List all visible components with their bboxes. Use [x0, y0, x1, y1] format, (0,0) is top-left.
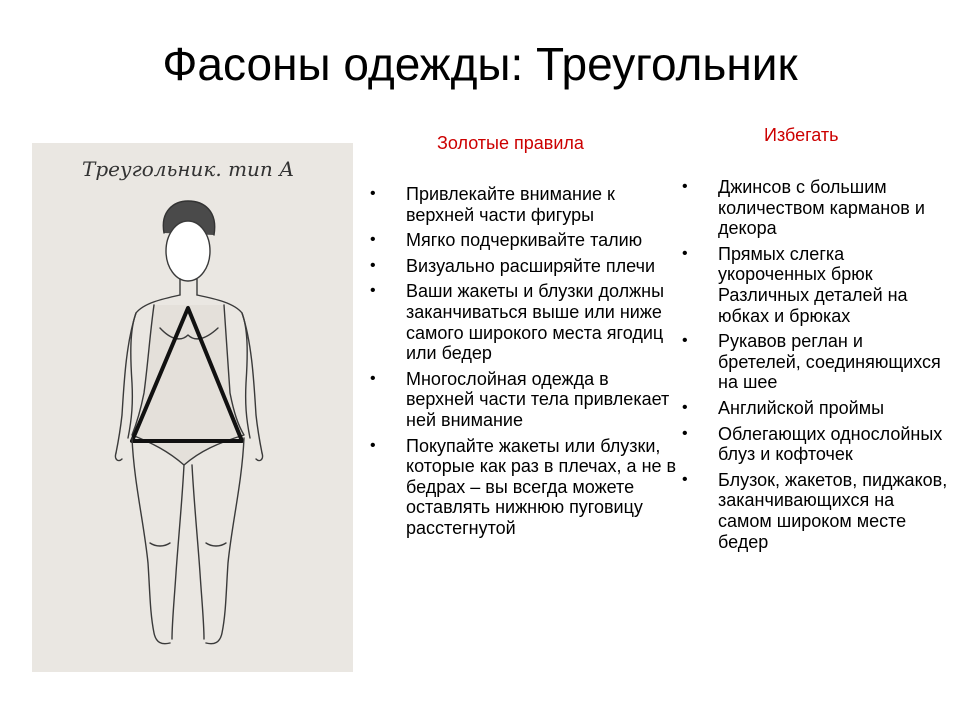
bullet-icon: •: [370, 256, 376, 274]
avoid-list: [682, 177, 948, 557]
page-title: Фасоны одежды: Треугольник: [162, 38, 798, 90]
bullet-icon: •: [682, 244, 688, 262]
avoid-heading: Избегать: [764, 125, 839, 145]
bullet-icon: •: [682, 470, 688, 488]
list-item: • Джинсов с большим количеством карманов и декора: [682, 177, 925, 239]
list-item: • Привлекайте внимание к верхней части фигуры: [370, 184, 615, 225]
list-item: • Прямых слегка укороченных брюк Различных деталей на юбках и брюках: [682, 243, 908, 326]
body-figure-drawing: [32, 143, 353, 672]
bullet-icon: •: [370, 282, 376, 300]
list-item: • Многослойная одежда в верхней части тела привлекает ней внимание: [370, 368, 670, 430]
bullet-icon: •: [682, 178, 688, 195]
body-shape-illustration: [32, 143, 353, 672]
bullet-icon: •: [682, 332, 688, 350]
list-item: • Английской проймы: [682, 397, 885, 418]
bullet-icon: •: [370, 436, 376, 454]
list-item: • Мягко подчеркивайте талию: [370, 230, 643, 251]
list-item: • Блузок, жакетов, пиджаков, заканчивающихся на самом широком месте бедер: [682, 469, 948, 552]
list-item: • Ваши жакеты и блузки должны заканчиваться выше или ниже самого широкого места ягодиц или бедер: [370, 281, 665, 364]
golden-rules-heading: Золотые правила: [437, 133, 584, 153]
list-item: • Облегающих однослойных блуз и кофточек: [682, 423, 943, 465]
list-item: • Рукавов реглан и бретелей, соединяющихся на шее: [682, 331, 941, 393]
list-item: • Визуально расширяйте плечи: [370, 255, 656, 276]
bullet-icon: •: [370, 231, 376, 249]
figure-caption: Треугольник. тип А: [82, 157, 295, 181]
list-item: • Покупайте жакеты или блузки, которые как раз в плечах, а не в бедрах – вы всегда можете оставлять нижнюю пуговицу расстегнутой: [370, 435, 677, 538]
bullet-icon: •: [682, 398, 688, 416]
golden-rules-list: [370, 184, 678, 544]
bullet-icon: •: [370, 369, 376, 387]
bullet-icon: •: [682, 424, 688, 442]
bullet-icon: •: [370, 185, 376, 202]
